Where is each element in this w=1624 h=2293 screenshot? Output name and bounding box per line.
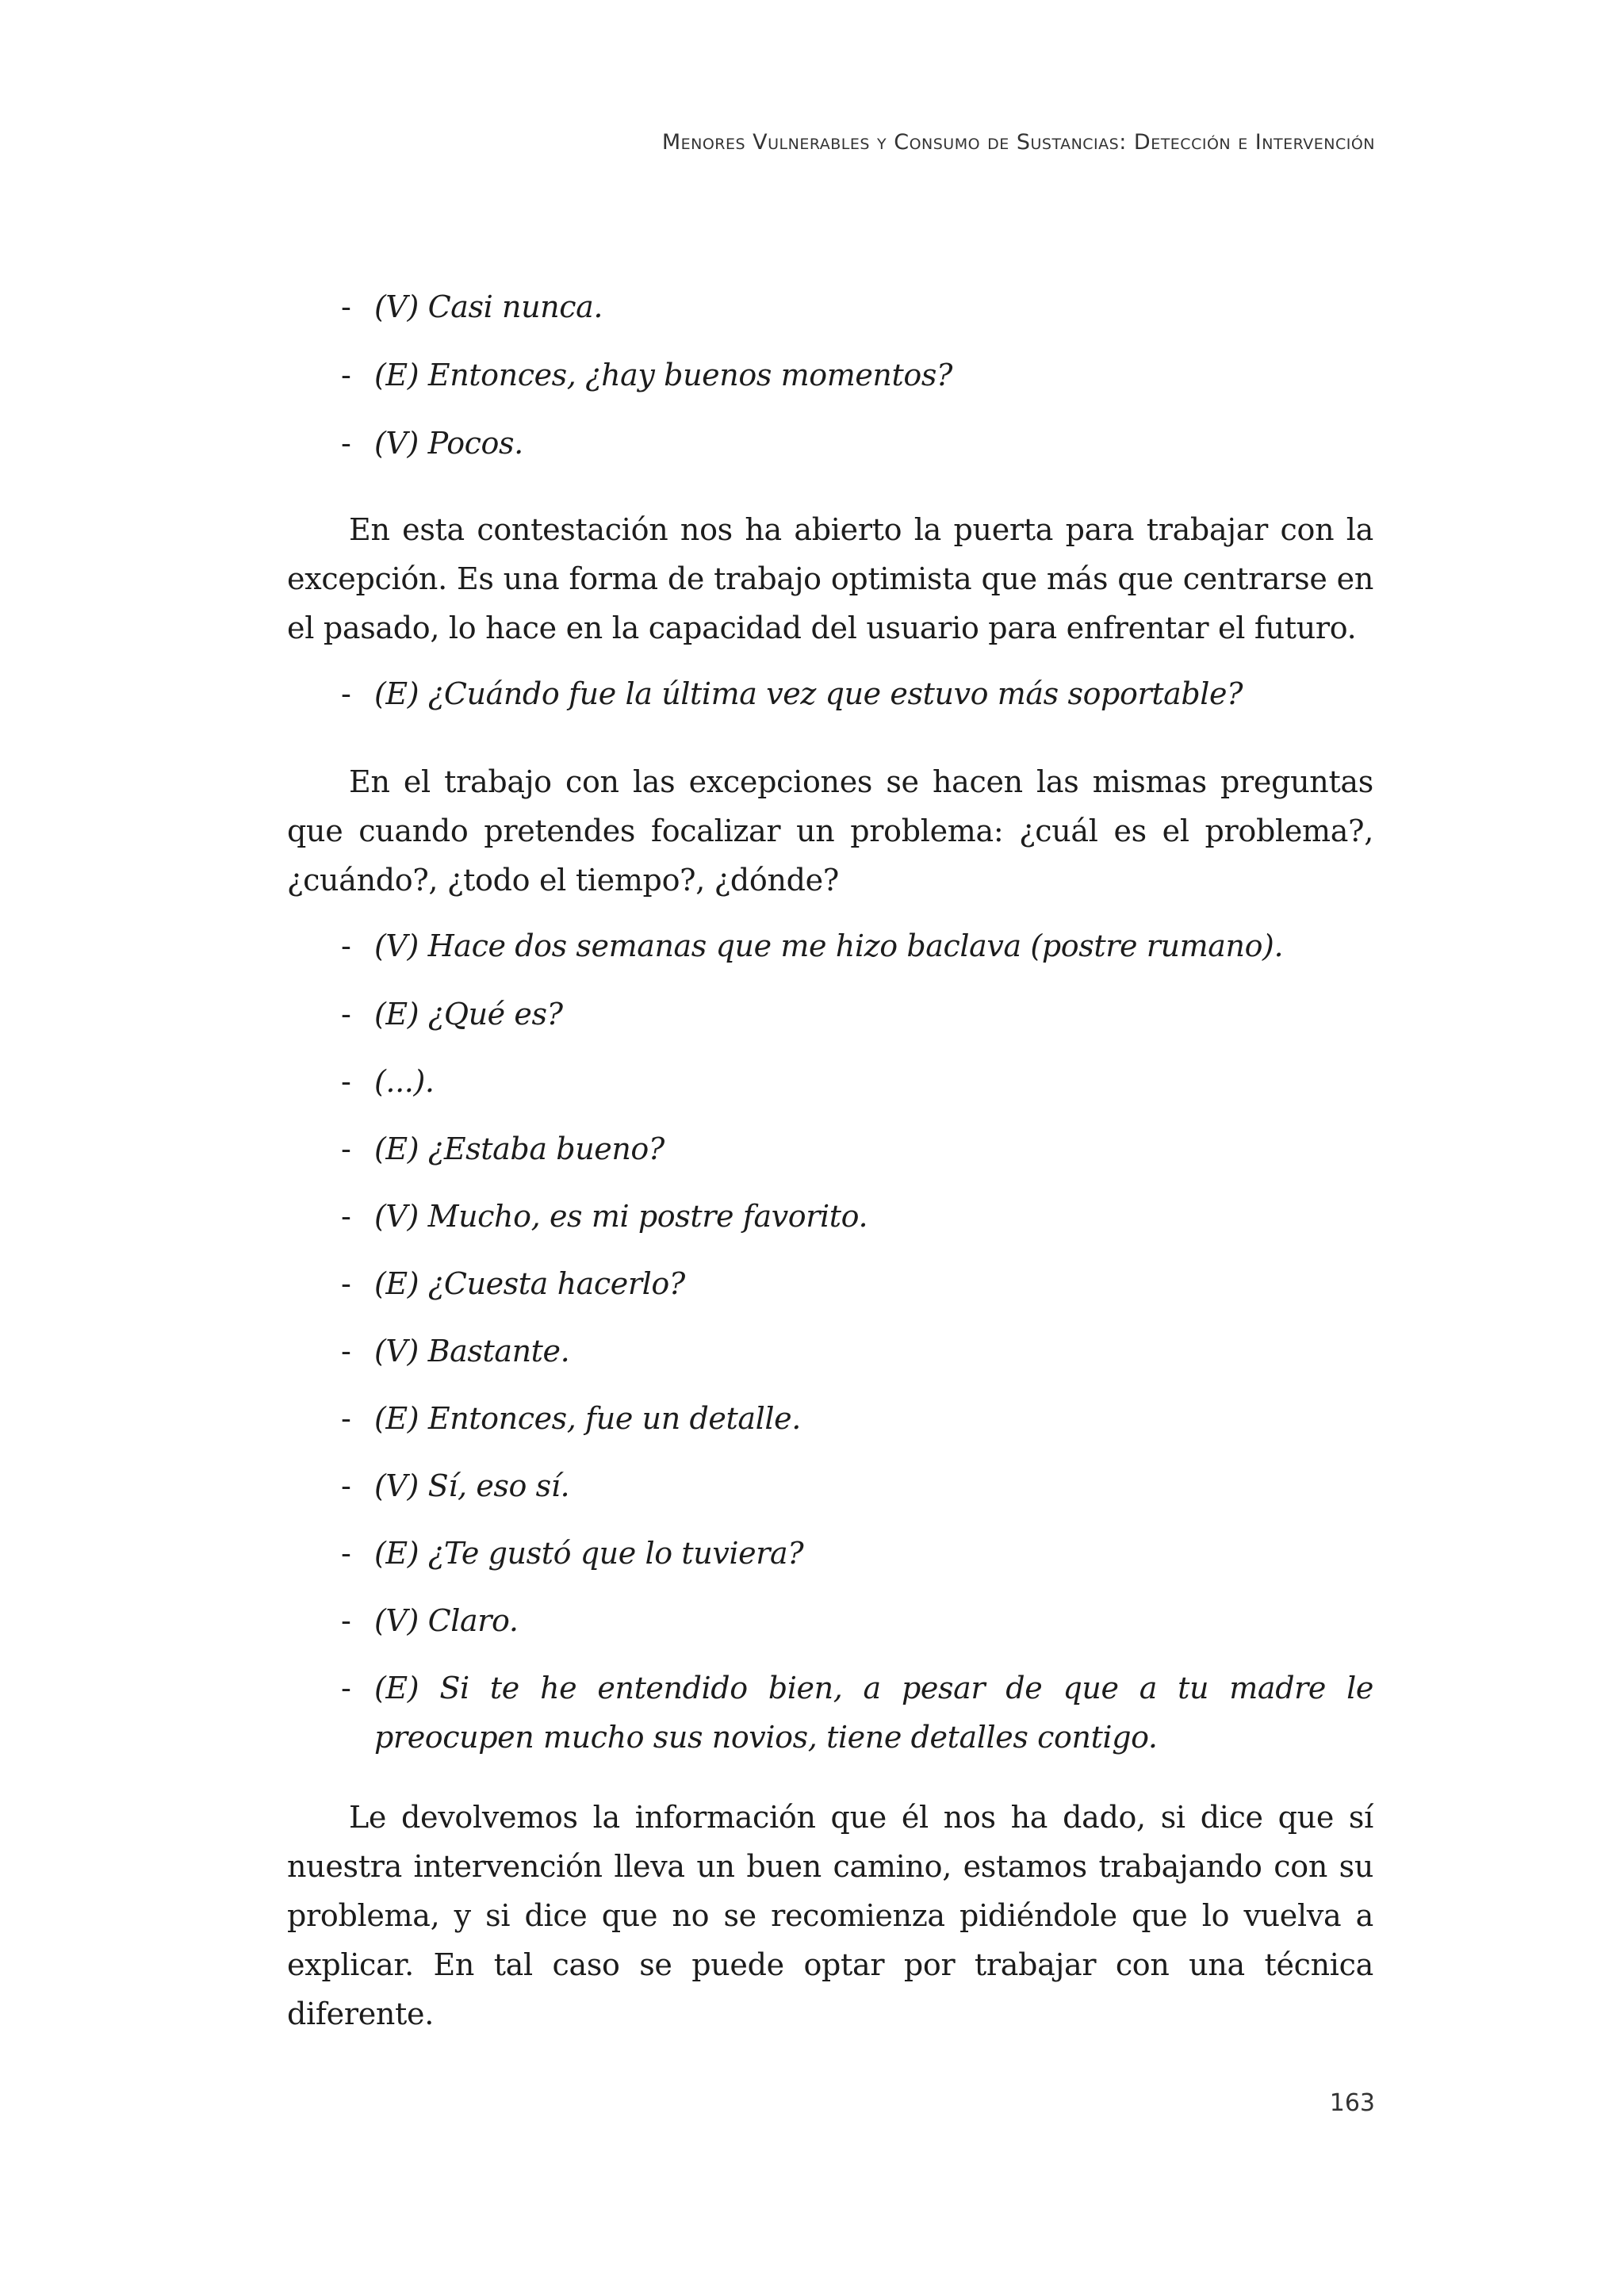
dialogue-text: (V) Hace dos semanas que me hizo baclava (postre rumano).	[374, 928, 1284, 963]
dialogue-text: (E) ¿Qué es?	[374, 997, 563, 1032]
body-paragraph: En esta contestación nos ha abierto la puerta para trabajar con la excepción. Es una forma de trabajo optimista que más que centrarse en el pasado, lo hace en la capacidad del usuario para enfrentar el futuro.	[287, 512, 1373, 645]
dialogue-line	[341, 1663, 1373, 1762]
body-paragraph: Le devolvemos la información que él nos ha dado, si dice que sí nuestra intervención lleva un buen camino, estamos trabajando con su problema, y si dice que no se recomienza pidiéndole que lo vuelva a explicar. En tal caso se puede optar por trabajar con una técnica diferente.	[287, 1800, 1373, 2031]
dialogue-line	[341, 1192, 1373, 1241]
dialogue-text: (V) Claro.	[374, 1603, 519, 1638]
dialogue-dash: -	[341, 289, 351, 324]
dialogue-text: (V) Pocos.	[374, 426, 523, 461]
dialogue-text: (E) Entonces, fue un detalle.	[374, 1401, 801, 1436]
dialogue-text: (E) ¿Estaba bueno?	[374, 1131, 665, 1166]
body-paragraph: En el trabajo con las excepciones se hacen las mismas preguntas que cuando pretendes focalizar un problema: ¿cuál es el problema?, ¿cuándo?, ¿todo el tiempo?, ¿dónde?	[287, 764, 1373, 898]
dialogue-dash: -	[341, 1603, 351, 1638]
dialogue-text: (V) Mucho, es mi postre favorito.	[374, 1199, 868, 1234]
dialogue-dash: -	[341, 1131, 351, 1166]
dialogue-line	[341, 669, 1373, 718]
dialogue-dash: -	[341, 1199, 351, 1234]
dialogue-text: (V) Sí, eso sí.	[374, 1468, 570, 1503]
dialogue-dash: -	[341, 1334, 351, 1369]
dialogue-dash: -	[341, 997, 351, 1032]
page-number: 163	[1329, 2089, 1375, 2117]
dialogue-dash: -	[341, 1064, 351, 1099]
dialogue-text: (E) Si te he entendido bien, a pesar de que a tu madre le preocupen mucho sus novios, tiene detalles contigo.	[374, 1671, 1373, 1755]
dialogue-text: (V) Bastante.	[374, 1334, 570, 1369]
dialogue-line	[341, 1596, 1373, 1645]
dialogue-dash: -	[341, 928, 351, 963]
dialogue-line	[341, 1057, 1373, 1106]
dialogue-line	[341, 282, 1373, 331]
dialogue-text: (E) Entonces, ¿hay buenos momentos?	[374, 358, 952, 392]
dialogue-line	[341, 921, 1373, 970]
running-header: Menores Vulnerables y Consumo de Sustancias: Detección e Intervención	[661, 130, 1375, 155]
dialogue-line	[341, 350, 1373, 400]
dialogue-line	[341, 1461, 1373, 1510]
dialogue-dash: -	[341, 1536, 351, 1571]
dialogue-line	[341, 990, 1373, 1039]
dialogue-line	[341, 1259, 1373, 1308]
dialogue-dash: -	[341, 676, 351, 711]
dialogue-text: (E) ¿Cuesta hacerlo?	[374, 1266, 685, 1301]
dialogue-dash: -	[341, 426, 351, 461]
dialogue-text: (...).	[374, 1064, 435, 1099]
dialogue-text: (E) ¿Cuándo fue la última vez que estuvo más soportable?	[374, 676, 1243, 711]
dialogue-dash: -	[341, 1468, 351, 1503]
dialogue-line	[341, 419, 1373, 468]
dialogue-text: (E) ¿Te gustó que lo tuviera?	[374, 1536, 804, 1571]
dialogue-text: (V) Casi nunca.	[374, 289, 603, 324]
dialogue-dash: -	[341, 1266, 351, 1301]
dialogue-dash: -	[341, 358, 351, 392]
dialogue-dash: -	[341, 1671, 351, 1705]
dialogue-line	[341, 1326, 1373, 1376]
dialogue-dash: -	[341, 1401, 351, 1436]
dialogue-line	[341, 1394, 1373, 1443]
dialogue-line	[341, 1529, 1373, 1578]
dialogue-line	[341, 1124, 1373, 1173]
